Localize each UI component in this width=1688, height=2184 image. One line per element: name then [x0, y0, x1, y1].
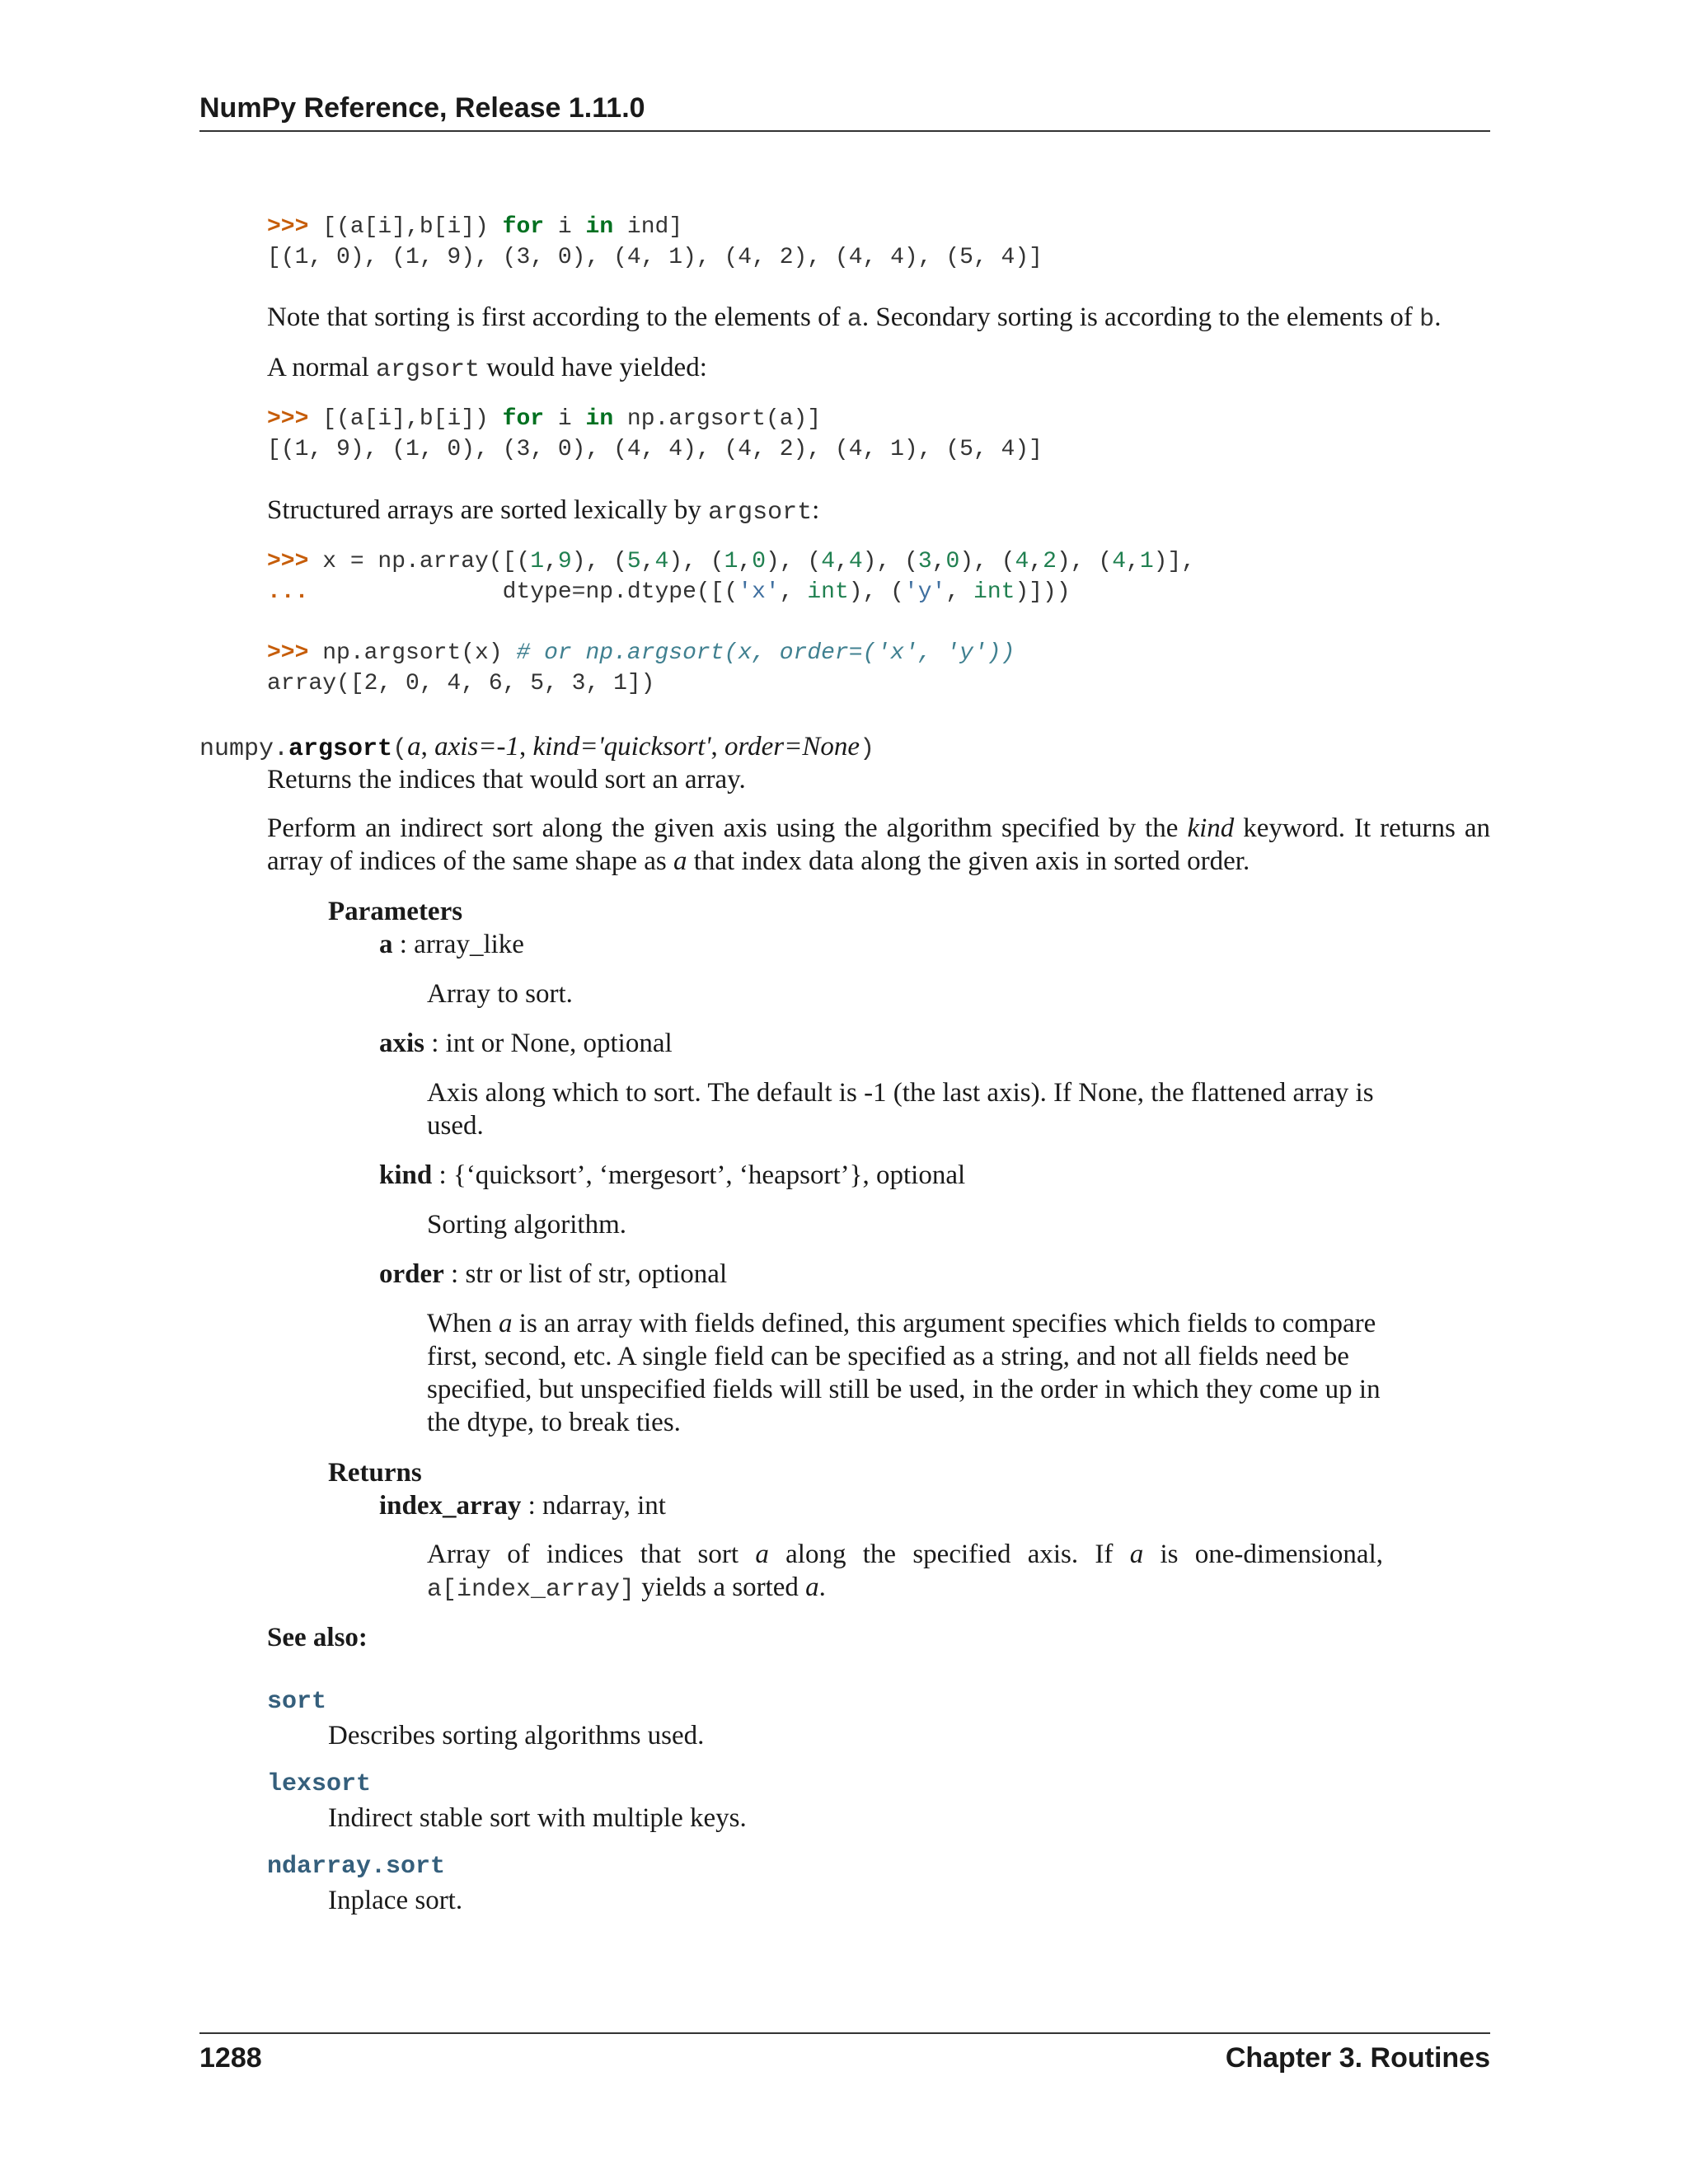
code-text: [(a[i],b[i]) [308, 214, 503, 240]
see-also-heading: See also: [267, 1623, 368, 1652]
returns-heading: Returns [328, 1458, 422, 1488]
code-text: np.argsort(a)] [613, 406, 822, 432]
see-also-desc: Describes sorting algorithms used. [328, 1721, 705, 1750]
sorting-note: Note that sorting is first according to the elements of a. Secondary sorting is according to the elements of b. [267, 302, 1442, 334]
return-desc: Array of indices that sort a along the specified axis. If a is one-dimensional, a[index_array] yields a sorted a. [427, 1540, 1383, 1604]
header-rule [199, 130, 1490, 132]
code-text: [(a[i],b[i]) [308, 406, 503, 432]
normal-argsort-text: A normal argsort would have yielded: [267, 353, 707, 384]
param-kind-desc: Sorting algorithm. [427, 1210, 626, 1240]
function-description: Perform an indirect sort along the given axis using the algorithm specified by the kind keyword. It returns an array of indices of the same shape as a that index data along the given axis in sorted order. [267, 813, 1490, 876]
page-footer [199, 2042, 1490, 2074]
code-keyword: for [502, 406, 545, 432]
code-text: i [544, 214, 586, 240]
code-block-structured: >>> x = np.array([(1,9), (5,4), (1,0), (4,4), (3,0), (4,2), (4,1)], ... dtype=np.dtype([('x', int), ('y', int)])) >>> np.argsort(x) # or np.argsort(x, order=('x', 'y')) array([2, 0, 4, 6, 5, 3, 1]) [267, 549, 1196, 696]
return-index-array: index_array : ndarray, int [379, 1491, 666, 1521]
function-signature: numpy.argsort(a, axis=-1, kind='quicksort', order=None) [199, 732, 875, 763]
see-also-link-lexsort[interactable]: lexsort [267, 1770, 372, 1798]
code-block-argsort [267, 404, 1043, 465]
function-summary: Returns the indices that would sort an array. [267, 765, 746, 794]
page-number: 1288 [199, 2042, 262, 2074]
param-a-desc: Array to sort. [427, 979, 573, 1009]
footer-rule [199, 2032, 1490, 2034]
code-text: i [544, 406, 586, 432]
param-kind: kind : {‘quicksort’, ‘mergesort’, ‘heapsort’}, optional [379, 1160, 966, 1190]
structured-arrays-text: Structured arrays are sorted lexically by argsort: [267, 495, 820, 527]
function-name: argsort [288, 735, 393, 763]
param-axis-desc: Axis along which to sort. The default is -1 (the last axis). If None, the flattened array is used. [427, 1078, 1374, 1141]
param-order: order : str or list of str, optional [379, 1259, 728, 1289]
code-comment: # or np.argsort(x, order=('x', 'y')) [516, 640, 1015, 666]
see-also-link-sort[interactable]: sort [267, 1688, 327, 1716]
code-keyword: in [585, 406, 614, 432]
param-a: a : array_like [379, 930, 524, 959]
param-axis: axis : int or None, optional [379, 1029, 673, 1058]
see-also-link-ndarray-sort[interactable]: ndarray.sort [267, 1853, 446, 1881]
code-prompt: >>> [267, 214, 309, 240]
param-order-desc: When a is an array with fields defined, this argument specifies which fields to compare first, second, etc. A single field can be specified as a string, and not all fields need be specified, but unspecified fields will still be used, in the order in which they come up in the dtype, to break ties. [427, 1309, 1381, 1437]
code-output: [(1, 9), (1, 0), (3, 0), (4, 4), (4, 2), (4, 1), (5, 4)] [267, 437, 1043, 462]
code-output: [(1, 0), (1, 9), (3, 0), (4, 1), (4, 2), (4, 4), (5, 4)] [267, 245, 1043, 270]
code-output: array([2, 0, 4, 6, 5, 3, 1]) [267, 671, 655, 696]
see-also-desc: Indirect stable sort with multiple keys. [328, 1803, 747, 1833]
running-header: NumPy Reference, Release 1.11.0 [199, 92, 645, 124]
code-block-ind [267, 212, 1043, 273]
code-keyword: for [502, 214, 545, 240]
code-keyword: in [585, 214, 614, 240]
code-prompt: >>> [267, 406, 309, 432]
parameters-heading: Parameters [328, 897, 463, 926]
code-text: ind] [613, 214, 683, 240]
chapter-title: Chapter 3. Routines [1225, 2042, 1490, 2074]
see-also-desc: Inplace sort. [328, 1886, 463, 1915]
